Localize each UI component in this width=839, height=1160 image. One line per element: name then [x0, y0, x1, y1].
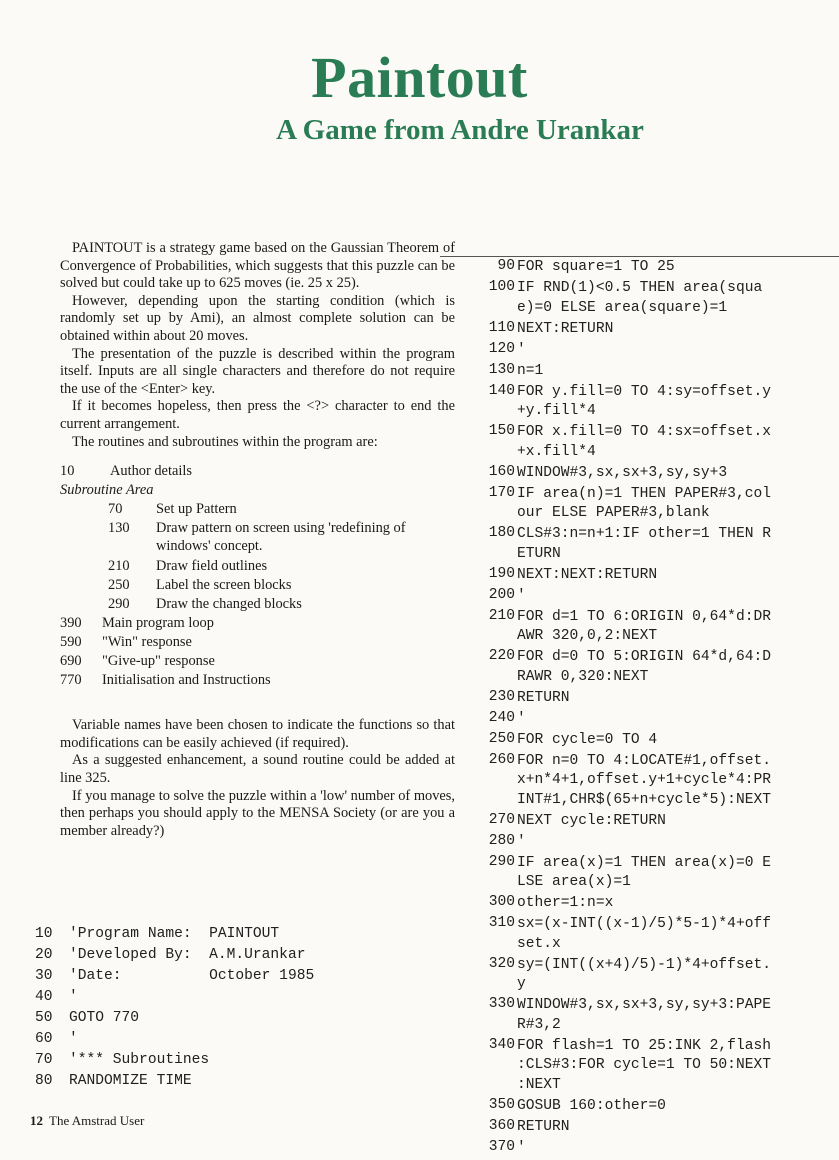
routine-label: Main program loop — [102, 615, 214, 632]
code-line — [35, 989, 435, 1010]
code-line — [455, 258, 839, 278]
code-text: FOR y.fill=0 TO 4:sy=offset.y +y.fill*4 — [517, 383, 771, 419]
routine-label: Set up Pattern — [156, 501, 237, 518]
code-line — [455, 608, 839, 647]
code-line-number: 90 — [497, 258, 515, 274]
code-line — [455, 1037, 839, 1096]
routine-label: Draw pattern on screen using 'redefining of windows' concept. — [156, 520, 406, 554]
code-line — [455, 383, 839, 422]
routine-line-number: 390 — [60, 615, 82, 632]
code-line-number: 40 — [35, 989, 53, 1005]
code-line — [35, 968, 435, 989]
routine-item — [60, 501, 455, 520]
code-line — [35, 1031, 435, 1052]
code-text: FOR square=1 TO 25 — [517, 259, 675, 275]
code-line — [35, 926, 435, 947]
code-line — [35, 1073, 435, 1094]
code-line-number: 260 — [488, 751, 515, 768]
code-line-number: 60 — [35, 1031, 53, 1047]
code-line-number: 340 — [488, 1036, 515, 1053]
code-line-number: 180 — [488, 525, 515, 541]
code-line-number: 290 — [488, 853, 515, 870]
routine-line-number: 70 — [108, 501, 123, 518]
code-text: FOR d=0 TO 5:ORIGIN 64*d,64:D RAWR 0,320:NEXT — [517, 649, 771, 685]
code-line — [455, 710, 839, 730]
code-line-number: 220 — [488, 648, 515, 664]
code-line — [455, 587, 839, 607]
code-line-number: 240 — [488, 709, 515, 726]
publication-name: The Amstrad User — [49, 1113, 145, 1128]
routine-line-number: 690 — [60, 653, 82, 670]
program-listing-right — [455, 258, 839, 1160]
article-title: Paintout — [311, 45, 528, 110]
code-text: CLS#3:n=n+1:IF other=1 THEN R ETURN — [517, 526, 771, 562]
code-line — [35, 947, 435, 968]
code-text: RANDOMIZE TIME — [69, 1073, 192, 1089]
code-line — [455, 812, 839, 832]
routine-label: Initialisation and Instructions — [102, 672, 271, 689]
code-line-number: 270 — [488, 811, 515, 828]
code-text: IF area(x)=1 THEN area(x)=0 E LSE area(x)=1 — [517, 854, 771, 890]
code-text: FOR x.fill=0 TO 4:sx=offset.x +x.fill*4 — [517, 424, 771, 460]
closing-paragraph: If you manage to solve the puzzle within a 'low' number of moves, then perhaps you should apply to the MENSA Society (or are you a member already?) — [60, 787, 455, 839]
routine-line-number: 210 — [108, 558, 130, 575]
code-text: NEXT:RETURN — [517, 320, 614, 337]
code-line-number: 20 — [35, 947, 53, 963]
code-line-number: 370 — [488, 1138, 515, 1155]
routine-item — [60, 596, 455, 615]
code-line — [455, 648, 839, 687]
code-line-number: 110 — [488, 319, 515, 336]
code-line-number: 360 — [488, 1117, 515, 1134]
routine-label: Draw field outlines — [156, 558, 268, 575]
code-text: 'Developed By: A.M.Urankar — [69, 947, 306, 963]
closing-paragraph: As a suggested enhancement, a sound routine could be added at line 325. — [60, 752, 455, 786]
code-line-number: 70 — [35, 1052, 53, 1068]
routine-line-number: 250 — [108, 577, 130, 594]
routine-line-number: 130 — [108, 520, 130, 537]
routine-line-number: 10 — [60, 463, 75, 480]
code-line-number: 10 — [35, 926, 53, 942]
code-line-number: 120 — [488, 340, 515, 357]
code-text: sx=(x-INT((x-1)/5)*5-1)*4+off set.x — [517, 916, 771, 952]
article-body — [60, 240, 455, 840]
code-line-number: 330 — [488, 996, 515, 1012]
routine-list — [60, 463, 455, 691]
code-line-number: 250 — [488, 730, 515, 747]
code-text: NEXT:NEXT:RETURN — [517, 566, 658, 583]
code-text: ' — [517, 833, 526, 850]
code-line — [455, 320, 839, 340]
routine-item — [60, 520, 455, 558]
routine-item — [60, 615, 455, 634]
code-text: ' — [517, 341, 526, 358]
code-text: 'Program Name: PAINTOUT — [69, 926, 280, 942]
code-line — [455, 833, 839, 853]
code-text: FOR flash=1 TO 25:INK 2,flash :CLS#3:FOR cycle=1 TO 50:NEXT :NEXT — [517, 1037, 771, 1093]
code-text: NEXT cycle:RETURN — [517, 812, 666, 829]
code-line — [455, 341, 839, 361]
code-line — [35, 1052, 435, 1073]
code-line — [455, 566, 839, 586]
code-text: FOR n=0 TO 4:LOCATE#1,offset. x+n*4+1,offset.y+1+cycle*4:PR INT#1,CHR$(65+n+cycle*5):NEXT — [517, 752, 771, 808]
code-text: ' — [69, 989, 78, 1005]
code-text: ' — [517, 1139, 526, 1156]
code-text: 'Date: October 1985 — [69, 968, 315, 984]
code-line-number: 50 — [35, 1010, 53, 1026]
code-line — [455, 464, 839, 484]
code-text: ' — [517, 710, 526, 727]
page-number: 12 — [30, 1113, 43, 1128]
routine-line-number: 590 — [60, 634, 82, 651]
routine-item — [60, 463, 455, 482]
intro-paragraph: If it becomes hopeless, then press the <?> character to end the current arrangement. — [60, 398, 455, 432]
routine-item — [60, 653, 455, 672]
routine-line-number: 290 — [108, 596, 130, 613]
code-line — [455, 485, 839, 524]
code-line — [455, 1139, 839, 1159]
code-text: FOR d=1 TO 6:ORIGIN 0,64*d:DR AWR 320,0,2:NEXT — [517, 608, 771, 644]
code-line-number: 190 — [488, 565, 515, 582]
code-line — [455, 1097, 839, 1117]
code-line-number: 230 — [488, 688, 515, 705]
code-line — [455, 752, 839, 811]
routine-label: "Win" response — [102, 634, 192, 651]
code-line-number: 130 — [488, 361, 515, 378]
code-text: GOTO 770 — [69, 1010, 140, 1026]
code-line-number: 200 — [488, 586, 515, 603]
code-text: RETURN — [517, 1118, 570, 1135]
code-text: '*** Subroutines — [69, 1052, 210, 1068]
code-line-number: 320 — [488, 955, 515, 972]
routine-item — [60, 672, 455, 691]
code-line-number: 30 — [35, 968, 53, 984]
code-line-number: 150 — [488, 423, 515, 439]
routine-item — [60, 577, 455, 596]
code-line — [35, 1010, 435, 1031]
code-text: other=1:n=x — [517, 895, 614, 911]
routine-label: Label the screen blocks — [156, 577, 292, 594]
divider-rule — [440, 256, 839, 257]
code-line-number: 300 — [488, 894, 515, 910]
code-line-number: 310 — [488, 915, 515, 931]
code-line — [455, 894, 839, 914]
code-line-number: 100 — [488, 279, 515, 295]
code-line-number: 280 — [488, 832, 515, 849]
routine-line-number: 770 — [60, 672, 82, 689]
routine-item — [60, 634, 455, 653]
code-line — [455, 279, 839, 318]
code-line-number: 140 — [488, 382, 515, 399]
code-text: WINDOW#3,sx,sx+3,sy,sy+3 — [517, 464, 728, 481]
closing-paragraph: Variable names have been chosen to indicate the functions so that modifications can be easily achieved (if required). — [60, 717, 455, 751]
code-text: GOSUB 160:other=0 — [517, 1097, 666, 1114]
code-text: FOR cycle=0 TO 4 — [517, 731, 658, 748]
code-text: ' — [69, 1031, 78, 1047]
code-text: RETURN — [517, 689, 570, 706]
routine-label: "Give-up" response — [102, 653, 215, 670]
code-line — [455, 1118, 839, 1138]
code-text: n=1 — [517, 362, 544, 379]
routine-label: Author details — [110, 463, 192, 480]
code-line — [455, 525, 839, 564]
code-line-number: 80 — [35, 1073, 53, 1089]
routine-item — [60, 558, 455, 577]
code-line — [455, 956, 839, 995]
intro-paragraph: The routines and subroutines within the program are: — [72, 433, 378, 450]
article-subtitle: A Game from Andre Urankar — [276, 114, 644, 146]
intro-paragraph: PAINTOUT is a strategy game based on the Gaussian Theorem of Convergence of Probabilities, which suggests that this puzzle can be solved but could take up to 625 moves (ie. 25 x 25). — [60, 240, 455, 292]
code-line-number: 170 — [488, 484, 515, 501]
code-line-number: 350 — [488, 1096, 515, 1113]
code-line — [455, 854, 839, 893]
program-listing-left — [35, 926, 435, 1094]
code-text: sy=(INT((x+4)/5)-1)*4+offset. y — [517, 956, 771, 992]
code-text: IF RND(1)<0.5 THEN area(squa e)=0 ELSE area(square)=1 — [517, 280, 763, 316]
routine-label: Draw the changed blocks — [156, 596, 302, 613]
intro-paragraph: The presentation of the puzzle is described within the program itself. Inputs are all single characters and therefore do not require the use of the <Enter> key. — [60, 345, 455, 397]
code-text: WINDOW#3,sx,sx+3,sy,sy+3:PAPE R#3,2 — [517, 997, 771, 1033]
code-line — [455, 731, 839, 751]
page-footer — [30, 1113, 144, 1129]
code-line — [455, 915, 839, 954]
code-line-number: 210 — [488, 607, 515, 624]
code-line — [455, 689, 839, 709]
code-line — [455, 423, 839, 462]
code-line — [455, 996, 839, 1035]
code-text: ' — [517, 587, 526, 604]
subroutine-heading: Subroutine Area — [60, 482, 154, 499]
code-text: IF area(n)=1 THEN PAPER#3,col our ELSE PAPER#3,blank — [517, 485, 771, 521]
code-line — [455, 362, 839, 382]
code-line-number: 160 — [488, 463, 515, 480]
intro-paragraph: However, depending upon the starting condition (which is randomly set up by Ami), an almost complete solution can be obtained within about 20 moves. — [60, 292, 455, 344]
